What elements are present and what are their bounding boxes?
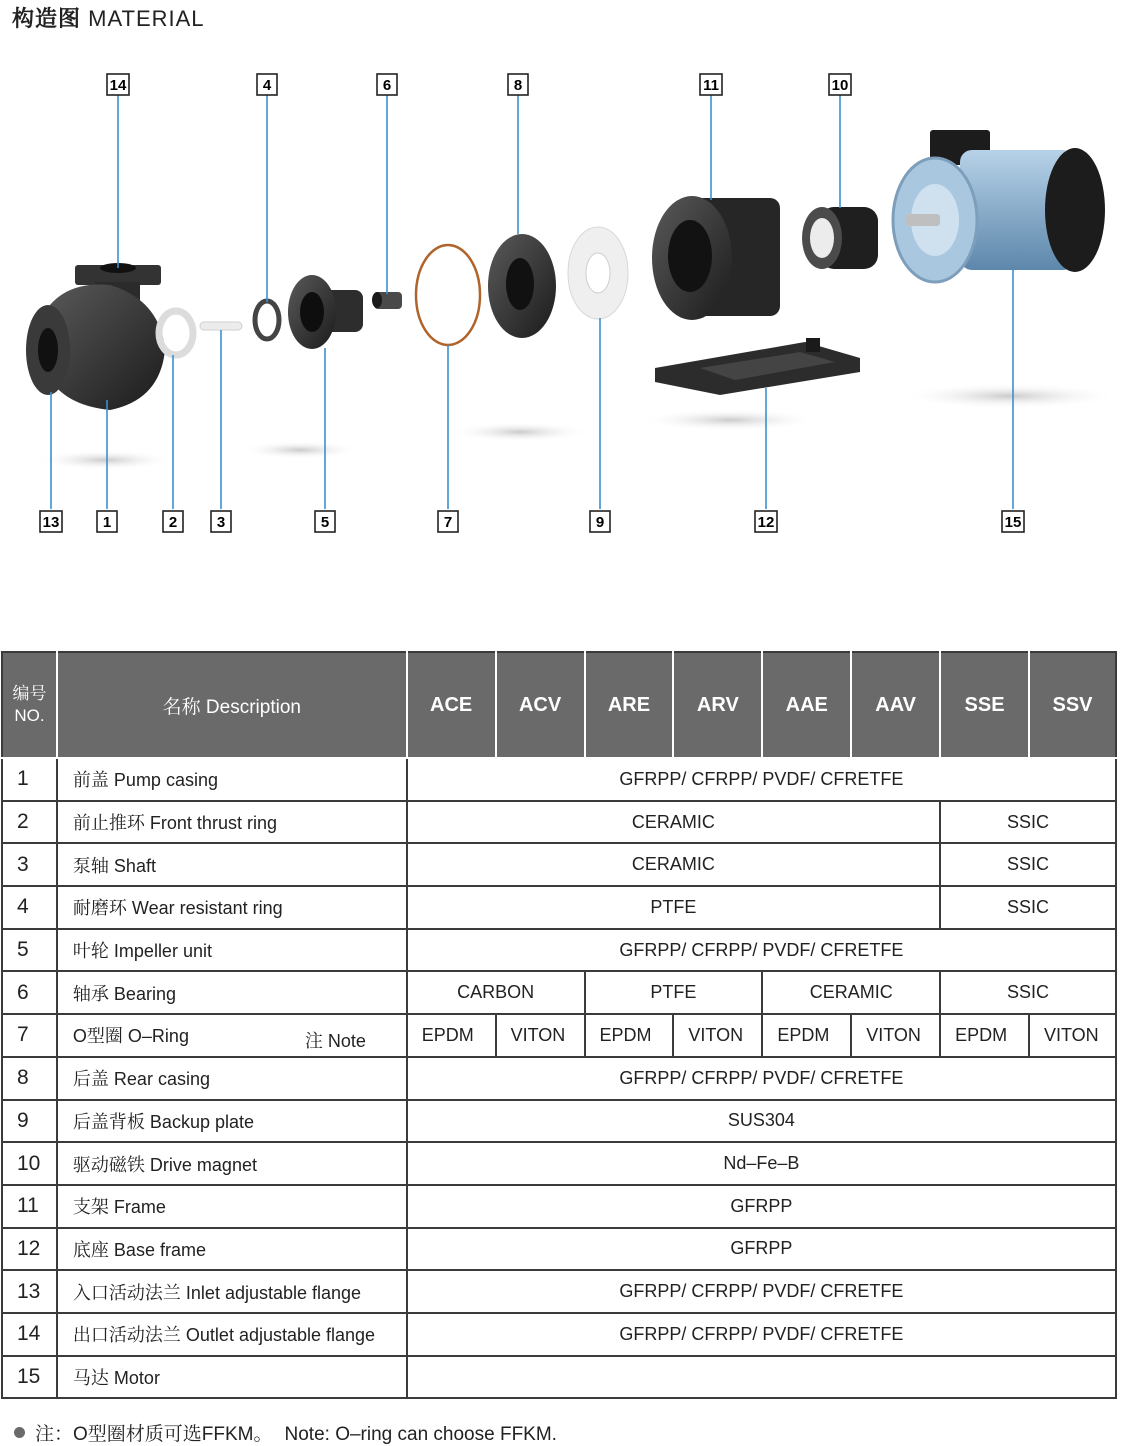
bearing-part (372, 292, 402, 309)
part-name-cell (57, 1185, 407, 1228)
title-en: MATERIAL (88, 6, 205, 31)
table-row (2, 1313, 1116, 1356)
callout-number: 12 (757, 514, 775, 531)
material-cell: VITON (1029, 1014, 1116, 1057)
part-name: 后盖背板 Backup plate (72, 1111, 254, 1132)
row-number: 5 (2, 929, 57, 972)
callout-number: 6 (382, 77, 392, 94)
table-row (2, 1185, 1116, 1228)
part-name-cell (57, 1142, 407, 1185)
part-name-cell (57, 971, 407, 1014)
table-row (2, 929, 1116, 972)
rear-casing-part (488, 234, 556, 338)
callout-number: 11 (703, 77, 719, 94)
part-name-cell (57, 929, 407, 972)
table-row (2, 758, 1116, 801)
part-name: 泵轴 Shaft (72, 855, 156, 876)
table-row (2, 1100, 1116, 1143)
callout-number: 1 (102, 514, 112, 531)
header-model-sse: SSE (940, 652, 1029, 758)
row-number: 12 (2, 1228, 57, 1271)
part-name-cell (57, 1228, 407, 1271)
front-thrust-ring-part (159, 311, 193, 355)
callout-11 (700, 74, 722, 95)
callout-4 (257, 74, 277, 95)
backup-plate-part (568, 227, 628, 319)
table-row (2, 1270, 1116, 1313)
table-row (2, 1228, 1116, 1271)
part-name: 前止推环 Front thrust ring (72, 813, 277, 834)
header-model-ace: ACE (407, 652, 496, 758)
floor-shadows (35, 383, 1120, 470)
part-name: 后盖 Rear casing (72, 1069, 210, 1090)
material-cell: GFRPP (407, 1185, 1116, 1228)
material-cell: CERAMIC (762, 971, 940, 1014)
table-row (2, 801, 1116, 844)
part-name-cell (57, 1014, 407, 1057)
part-name: 底座 Base frame (72, 1239, 206, 1260)
callout-10 (829, 74, 851, 95)
table-row (2, 1356, 1116, 1399)
material-cell: EPDM (407, 1014, 496, 1057)
part-name-cell (57, 1057, 407, 1100)
row-number: 6 (2, 971, 57, 1014)
header-model-are: ARE (585, 652, 674, 758)
callout-9 (590, 511, 610, 532)
row-number: 10 (2, 1142, 57, 1185)
header-model-aae: AAE (762, 652, 851, 758)
callout-number: 14 (109, 77, 127, 94)
material-cell: CERAMIC (407, 801, 940, 844)
material-cell: VITON (496, 1014, 585, 1057)
part-name: 驱动磁铁 Drive magnet (72, 1154, 257, 1175)
impeller-part (288, 275, 363, 349)
callout-3 (211, 511, 231, 532)
material-cell: EPDM (585, 1014, 674, 1057)
row-number: 11 (2, 1185, 57, 1228)
row-number: 2 (2, 801, 57, 844)
header-model-arv: ARV (673, 652, 762, 758)
part-name: 马达 Motor (72, 1367, 160, 1388)
table-row (2, 1014, 1116, 1057)
callout-number: 15 (1004, 514, 1022, 531)
material-cell: GFRPP/ CFRPP/ PVDF/ CFRETFE (407, 1057, 1116, 1100)
header-no-en: NO. (14, 706, 45, 725)
part-name: 叶轮 Impeller unit (72, 941, 212, 962)
row-number: 7 (2, 1014, 57, 1057)
pump-casing-part (26, 263, 165, 410)
part-name-cell (57, 1356, 407, 1399)
callout-number: 5 (320, 514, 330, 531)
part-name: 轴承 Bearing (72, 983, 176, 1004)
material-cell: SSIC (940, 843, 1116, 886)
part-name-cell (57, 801, 407, 844)
header-no (2, 652, 57, 758)
page-title (12, 2, 205, 33)
header-description: 名称 Description (57, 652, 407, 758)
part-name: 耐磨环 Wear resistant ring (72, 898, 283, 919)
header-model-aav: AAV (851, 652, 940, 758)
row-number: 14 (2, 1313, 57, 1356)
header-model-ssv: SSV (1029, 652, 1116, 758)
drive-magnet-part (802, 207, 878, 269)
callout-7 (438, 511, 458, 532)
part-name: 支架 Frame (72, 1197, 166, 1218)
header-no-cn: 编号 (12, 684, 47, 703)
table-row (2, 971, 1116, 1014)
material-cell: CERAMIC (407, 843, 940, 886)
material-cell: SSIC (940, 886, 1116, 929)
shaft-part (200, 322, 242, 330)
material-cell: PTFE (407, 886, 940, 929)
table-row (2, 1142, 1116, 1185)
row-number: 1 (2, 758, 57, 801)
callout-number: 3 (216, 514, 226, 531)
callout-number: 7 (443, 514, 453, 531)
callout-2 (163, 511, 183, 532)
header-model-acv: ACV (496, 652, 585, 758)
callout-15 (1002, 511, 1024, 532)
callout-8 (508, 74, 528, 95)
part-name: 前盖 Pump casing (72, 770, 218, 791)
part-name-cell (57, 843, 407, 886)
title-cn: 构造图 (12, 6, 82, 31)
table-header-row (2, 652, 1116, 758)
row-number: 9 (2, 1100, 57, 1143)
callout-number: 10 (831, 77, 849, 94)
callout-number: 8 (513, 77, 523, 94)
callout-number: 4 (262, 77, 272, 94)
row-number: 4 (2, 886, 57, 929)
callout-14 (107, 74, 129, 95)
material-cell: SSIC (940, 971, 1116, 1014)
material-cell: SUS304 (407, 1100, 1116, 1143)
row-number: 8 (2, 1057, 57, 1100)
material-cell: GFRPP/ CFRPP/ PVDF/ CFRETFE (407, 929, 1116, 972)
callout-1 (97, 511, 117, 532)
material-cell: GFRPP/ CFRPP/ PVDF/ CFRETFE (407, 1313, 1116, 1356)
callout-12 (755, 511, 777, 532)
table-row (2, 843, 1116, 886)
material-cell: GFRPP (407, 1228, 1116, 1271)
row-number: 13 (2, 1270, 57, 1313)
material-cell: Nd–Fe–B (407, 1142, 1116, 1185)
note-tag: 注 Note (304, 1031, 366, 1052)
material-cell: SSIC (940, 801, 1116, 844)
material-table (1, 651, 1117, 1399)
material-cell: EPDM (940, 1014, 1029, 1057)
material-cell (407, 1356, 1116, 1399)
row-number: 3 (2, 843, 57, 886)
table-row (2, 1057, 1116, 1100)
table-row (2, 886, 1116, 929)
bullet-icon (14, 1427, 25, 1438)
callout-6 (377, 74, 397, 95)
callout-number: 9 (595, 514, 605, 531)
footnote-cn: 注：O型圈材质可选FFKM。 (35, 1424, 273, 1445)
material-cell: GFRPP/ CFRPP/ PVDF/ CFRETFE (407, 1270, 1116, 1313)
part-name-cell (57, 886, 407, 929)
material-cell: VITON (673, 1014, 762, 1057)
part-name: 出口活动法兰 Outlet adjustable flange (72, 1325, 376, 1346)
callout-number: 13 (42, 514, 60, 531)
base-frame-part (655, 338, 860, 395)
part-name-cell (57, 1100, 407, 1143)
wear-ring-part (255, 301, 279, 339)
material-cell: VITON (851, 1014, 940, 1057)
row-number: 15 (2, 1356, 57, 1399)
frame-part (652, 196, 780, 320)
part-name-cell (57, 758, 407, 801)
o-ring-part (416, 245, 480, 345)
part-name-cell (57, 1270, 407, 1313)
footnote-en: Note: O–ring can choose FFKM. (284, 1424, 557, 1445)
callout-13 (40, 511, 62, 532)
material-cell: CARBON (407, 971, 585, 1014)
motor-part (893, 130, 1105, 282)
exploded-pump-diagram (0, 40, 1123, 540)
part-name-cell (57, 1313, 407, 1356)
material-cell: PTFE (585, 971, 763, 1014)
material-cell: EPDM (762, 1014, 851, 1057)
callout-5 (315, 511, 335, 532)
callout-number: 2 (168, 514, 178, 531)
material-cell: GFRPP/ CFRPP/ PVDF/ CFRETFE (407, 758, 1116, 801)
part-name: O型圈 O–Ring (72, 1026, 189, 1047)
part-name: 入口活动法兰 Inlet adjustable flange (72, 1282, 362, 1303)
